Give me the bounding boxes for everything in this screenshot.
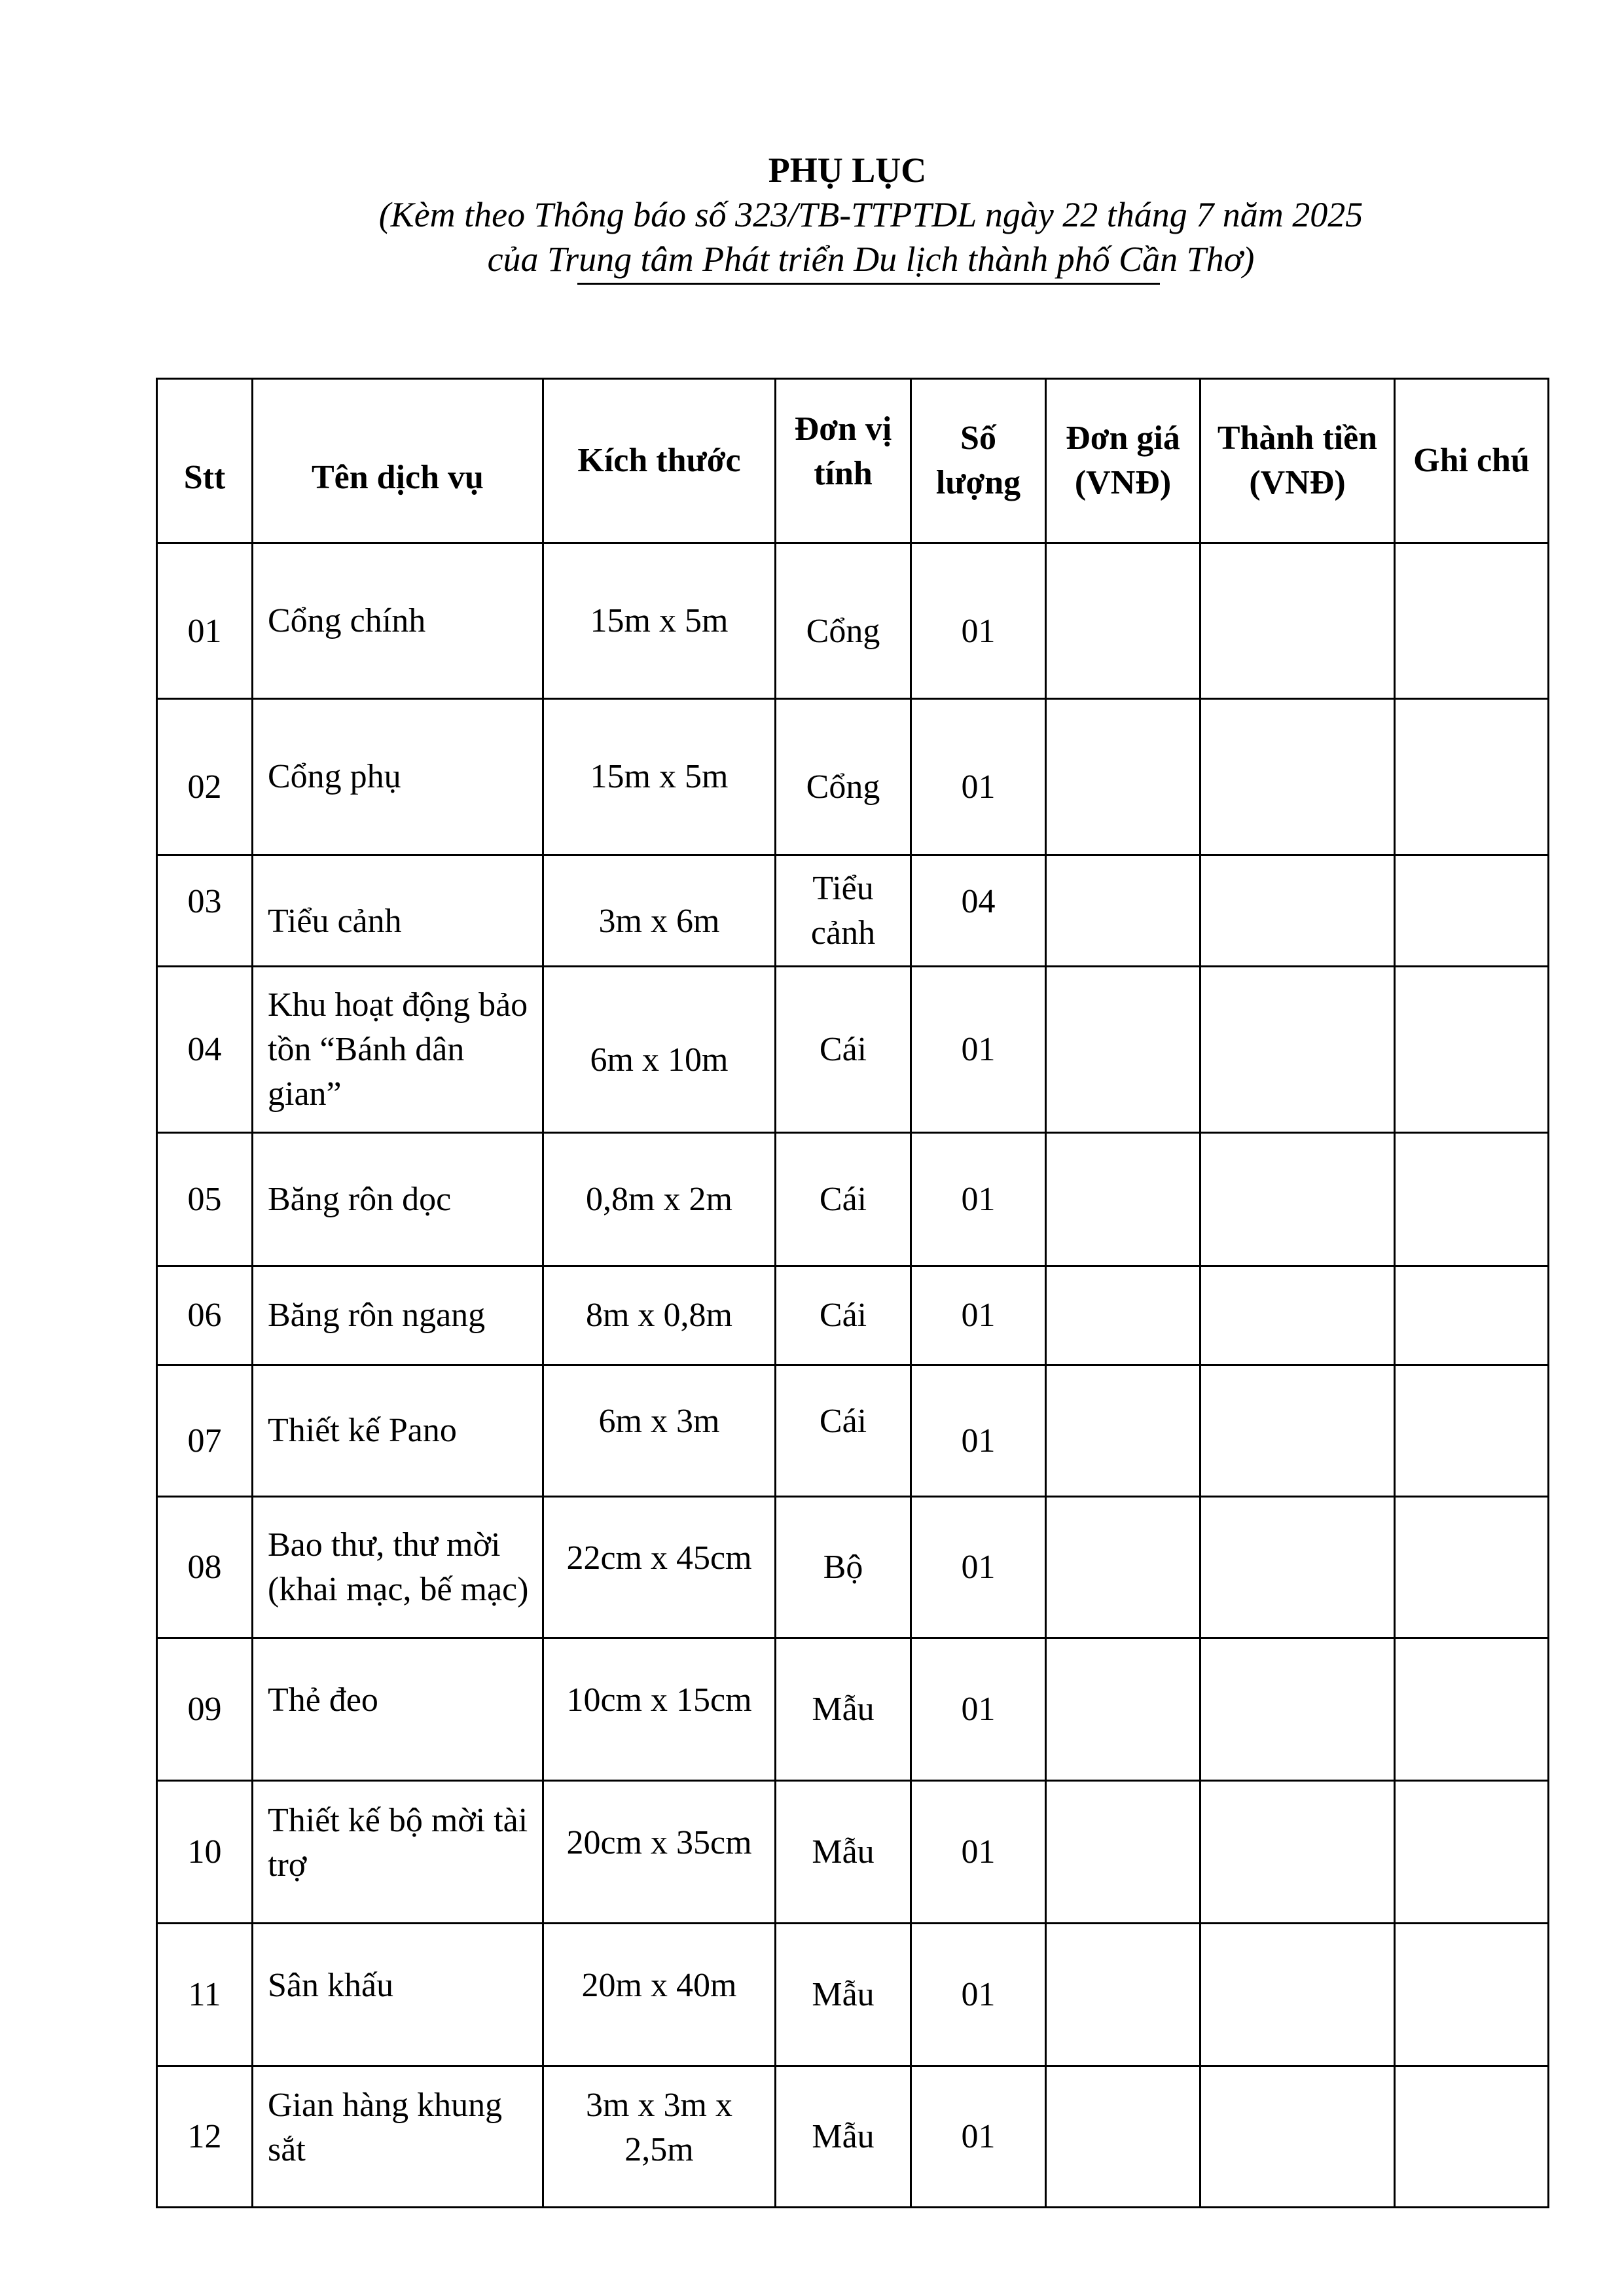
row-note — [1395, 855, 1549, 967]
row-size: 15m x 5m — [543, 699, 776, 855]
row-name: Thiết kế Pano — [253, 1365, 543, 1497]
col-header-size: Kích thước — [543, 379, 776, 543]
row-name: Sân khấu — [268, 1966, 394, 2004]
subtitle-underline — [577, 283, 1160, 285]
row-size: 20m x 40m — [581, 1966, 737, 2004]
row-note — [1395, 1781, 1549, 1924]
row-stt: 04 — [157, 967, 253, 1133]
row-size: 6m x 3m — [598, 1403, 720, 1440]
row-name: Băng rôn dọc — [253, 1133, 543, 1266]
row-price — [1046, 1133, 1200, 1266]
row-qty: 01 — [911, 1133, 1046, 1266]
row-qty: 01 — [911, 2066, 1046, 2208]
row-price — [1046, 1365, 1200, 1497]
row-total — [1200, 1781, 1395, 1924]
row-total — [1200, 967, 1395, 1133]
col-header-note: Ghi chú — [1395, 379, 1549, 543]
row-name: Bao thư, thư mời (khai mạc, bế mạc) — [253, 1497, 543, 1638]
row-note — [1395, 543, 1549, 699]
row-note — [1395, 2066, 1549, 2208]
row-price — [1046, 1924, 1200, 2066]
row-note — [1395, 699, 1549, 855]
row-size: 8m x 0,8m — [543, 1266, 776, 1365]
table-row — [157, 1497, 1549, 1638]
row-stt: 12 — [157, 2066, 253, 2208]
row-name: Cổng chính — [253, 543, 543, 699]
row-name: Khu hoạt động bảo tồn “Bánh dân gian” — [253, 967, 543, 1133]
table-row — [157, 543, 1549, 699]
row-stt: 03 — [187, 882, 222, 920]
row-price — [1046, 699, 1200, 855]
row-total — [1200, 1133, 1395, 1266]
row-total — [1200, 1924, 1395, 2066]
row-unit: Cái — [776, 1133, 911, 1266]
col-header-qty: Số lượng — [911, 379, 1046, 543]
row-note — [1395, 1924, 1549, 2066]
appendix-subtitle-line-1: (Kèm theo Thông báo số 323/TB-TTPTDL ngày 22 tháng 7 năm 2025 — [378, 195, 1363, 234]
table-row — [157, 699, 1549, 855]
row-note — [1395, 1497, 1549, 1638]
row-stt: 08 — [157, 1497, 253, 1638]
table-row — [157, 1365, 1549, 1497]
col-header-total: Thành tiền (VNĐ) — [1200, 379, 1395, 543]
row-stt: 07 — [187, 1422, 222, 1460]
row-name: Tiểu cảnh — [268, 902, 402, 940]
table-row — [157, 1924, 1549, 2066]
row-note — [1395, 967, 1549, 1133]
row-stt: 05 — [157, 1133, 253, 1266]
row-stt: 06 — [157, 1266, 253, 1365]
row-note — [1395, 1365, 1549, 1497]
row-total — [1200, 699, 1395, 855]
row-total — [1200, 1497, 1395, 1638]
table-row — [157, 967, 1549, 1133]
row-total — [1200, 1266, 1395, 1365]
appendix-subtitle-line-2: của Trung tâm Phát triển Du lịch thành phố Cần Thơ) — [487, 240, 1255, 279]
services-table — [156, 378, 1549, 2208]
row-qty: 01 — [911, 1924, 1046, 2066]
row-price — [1046, 2066, 1200, 2208]
row-qty: 01 — [911, 967, 1046, 1133]
row-stt: 02 — [187, 768, 222, 806]
table-row — [157, 855, 1549, 967]
row-qty: 01 — [911, 1638, 1046, 1781]
row-qty: 01 — [961, 612, 996, 650]
row-qty: 01 — [961, 1422, 996, 1460]
row-total — [1200, 1365, 1395, 1497]
row-size: 10cm x 15cm — [566, 1681, 752, 1719]
row-stt: 09 — [157, 1638, 253, 1781]
row-price — [1046, 855, 1200, 967]
row-unit: Tiểu cảnh — [776, 855, 911, 967]
row-size: 3m x 6m — [598, 902, 720, 940]
row-stt: 01 — [187, 612, 222, 650]
row-name: Cổng phụ — [253, 699, 543, 855]
row-unit: Mẫu — [776, 1781, 911, 1924]
col-header-name: Tên dịch vụ — [253, 379, 543, 543]
row-price — [1046, 1781, 1200, 1924]
col-header-price: Đơn giá (VNĐ) — [1046, 379, 1200, 543]
col-header-unit: Đơn vị tính — [776, 379, 911, 543]
table-row — [157, 2066, 1549, 2208]
row-price — [1046, 1497, 1200, 1638]
row-price — [1046, 1638, 1200, 1781]
table-header-row — [157, 379, 1549, 543]
row-size: 20cm x 35cm — [566, 1823, 752, 1861]
row-qty: 01 — [911, 1497, 1046, 1638]
row-size: 6m x 10m — [590, 1041, 729, 1079]
row-note — [1395, 1266, 1549, 1365]
row-size: 3m x 3m x 2,5m — [586, 2086, 732, 2168]
row-unit: Mẫu — [776, 2066, 911, 2208]
appendix-title: PHỤ LỤC — [768, 151, 927, 190]
table-row — [157, 1638, 1549, 1781]
row-name: Thiết kế bộ mời tài trợ — [268, 1801, 528, 1884]
row-unit: Mẫu — [776, 1638, 911, 1781]
row-name: Băng rôn ngang — [253, 1266, 543, 1365]
row-total — [1200, 1638, 1395, 1781]
row-size: 0,8m x 2m — [543, 1133, 776, 1266]
row-stt: 11 — [157, 1924, 253, 2066]
table-row — [157, 1781, 1549, 1924]
col-header-stt: Stt — [157, 379, 253, 543]
table-row — [157, 1133, 1549, 1266]
row-stt: 10 — [157, 1781, 253, 1924]
row-name: Gian hàng khung sắt — [268, 2086, 503, 2168]
row-price — [1046, 1266, 1200, 1365]
row-unit: Mẫu — [776, 1924, 911, 2066]
row-unit: Cái — [776, 967, 911, 1133]
row-note — [1395, 1133, 1549, 1266]
row-unit: Cái — [776, 1266, 911, 1365]
row-unit: Cổng — [806, 612, 880, 650]
row-qty: 01 — [911, 1266, 1046, 1365]
table-row — [157, 1266, 1549, 1365]
row-unit: Cái — [819, 1403, 867, 1440]
row-price — [1046, 543, 1200, 699]
row-price — [1046, 967, 1200, 1133]
row-unit: Bộ — [776, 1497, 911, 1638]
row-total — [1200, 543, 1395, 699]
row-size: 22cm x 45cm — [566, 1539, 752, 1577]
row-unit: Cổng — [806, 768, 880, 806]
row-note — [1395, 1638, 1549, 1781]
row-total — [1200, 855, 1395, 967]
row-total — [1200, 2066, 1395, 2208]
row-size: 15m x 5m — [543, 543, 776, 699]
row-name: Thẻ đeo — [268, 1681, 378, 1719]
row-qty: 01 — [911, 1781, 1046, 1924]
row-qty: 04 — [961, 882, 996, 920]
row-qty: 01 — [961, 768, 996, 806]
